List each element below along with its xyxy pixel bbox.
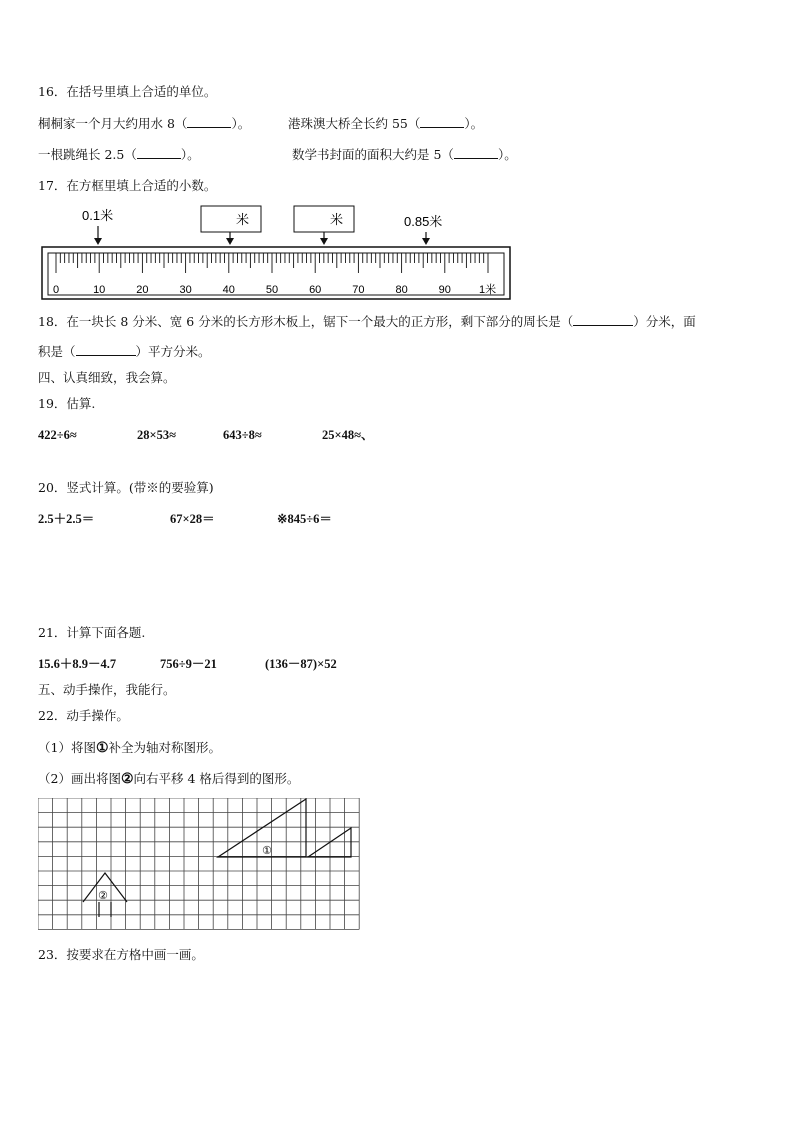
answer-box-1[interactable] bbox=[201, 206, 261, 232]
ruler-tick-label: 70 bbox=[352, 284, 365, 296]
answer-box-2[interactable] bbox=[294, 206, 354, 232]
q20-item: 67×28＝ bbox=[170, 512, 215, 526]
ruler-tick-labels bbox=[53, 284, 451, 296]
q20-title: 20．竖式计算。(带※的要验算) bbox=[38, 480, 214, 495]
arrow-icon bbox=[422, 238, 430, 245]
answer-blank[interactable] bbox=[573, 314, 633, 326]
q22-part1: （1）将图①补全为轴对称图形。 bbox=[38, 740, 222, 756]
answer-blank[interactable] bbox=[137, 147, 181, 159]
figure-2-label: ② bbox=[98, 890, 108, 902]
ruler-tick-label: 60 bbox=[309, 284, 322, 296]
q19-item: 25×48≈、 bbox=[322, 428, 374, 442]
q16-title: 16．在括号里填上合适的单位。 bbox=[38, 84, 217, 99]
q16-item-d: 数学书封面的面积大约是 5（ ）。 bbox=[292, 147, 517, 162]
answer-blank[interactable] bbox=[454, 147, 498, 159]
ruler-tick-label: 10 bbox=[93, 284, 106, 296]
q23-title: 23．按要求在方格中画一画。 bbox=[38, 947, 204, 962]
arrow-icon bbox=[94, 238, 102, 245]
q19-item: 28×53≈ bbox=[137, 428, 176, 442]
ruler-figure bbox=[38, 200, 518, 304]
ruler-tick-label: 90 bbox=[438, 284, 451, 296]
section-4-heading: 四、认真细致，我会算。 bbox=[38, 370, 176, 385]
ruler-ticks bbox=[56, 253, 488, 273]
q17-title: 17．在方框里填上合适的小数。 bbox=[38, 178, 217, 193]
ruler-tick-label: 40 bbox=[222, 284, 235, 296]
q16-item-a: 桐桐家一个月大约用水 8（ ）。 bbox=[38, 116, 251, 131]
q20-item: 2.5＋2.5＝ bbox=[38, 512, 95, 526]
q16-item-c: 一根跳绳长 2.5（ ）。 bbox=[38, 147, 200, 162]
section-5-heading: 五、动手操作，我能行。 bbox=[38, 682, 176, 697]
box-unit: 米 bbox=[236, 212, 250, 227]
figure-1-label: ① bbox=[262, 845, 272, 857]
answer-blank[interactable] bbox=[187, 116, 231, 128]
q21-item: 15.6＋8.9－4.7 bbox=[38, 657, 117, 671]
q16-item-b: 港珠澳大桥全长约 55（ ）。 bbox=[288, 116, 484, 131]
box-unit: 米 bbox=[330, 212, 344, 227]
ruler-tick-label: 0 bbox=[52, 284, 60, 296]
label-left: 0.1米 bbox=[82, 208, 114, 223]
answer-blank[interactable] bbox=[76, 344, 136, 356]
grid-lines bbox=[38, 798, 359, 929]
q21-item: (136－87)×52 bbox=[265, 657, 337, 671]
q21-title: 21．计算下面各题. bbox=[38, 625, 146, 640]
q19-title: 19．估算. bbox=[38, 396, 96, 411]
q21-item: 756÷9－21 bbox=[160, 657, 217, 671]
q22-title: 22．动手操作。 bbox=[38, 708, 129, 723]
arrow-icon bbox=[226, 238, 234, 245]
q20-item: ※845÷6＝ bbox=[277, 512, 332, 526]
q19-item: 643÷8≈ bbox=[223, 428, 262, 442]
q18-line2: 积是（ ）平方分米。 bbox=[38, 344, 211, 359]
label-right: 0.85米 bbox=[404, 214, 443, 229]
q19-item: 422÷6≈ bbox=[38, 428, 77, 442]
ruler-end-label: 1米 bbox=[479, 284, 497, 296]
arrow-icon bbox=[320, 238, 328, 245]
grid-figure[interactable] bbox=[38, 798, 370, 934]
q22-part2: （2）画出将图②向右平移 4 格后得到的图形。 bbox=[38, 771, 300, 787]
ruler-tick-label: 80 bbox=[395, 284, 408, 296]
ruler-tick-label: 30 bbox=[179, 284, 192, 296]
ruler-tick-label: 50 bbox=[265, 284, 279, 296]
q18-line1: 18．在一块长 8 分米、宽 6 分米的长方形木板上，锯下一个最大的正方形，剩下部分的周长是（ ）分米，面 bbox=[38, 314, 696, 329]
answer-blank[interactable] bbox=[420, 116, 464, 128]
ruler-tick-label: 20 bbox=[136, 284, 149, 296]
